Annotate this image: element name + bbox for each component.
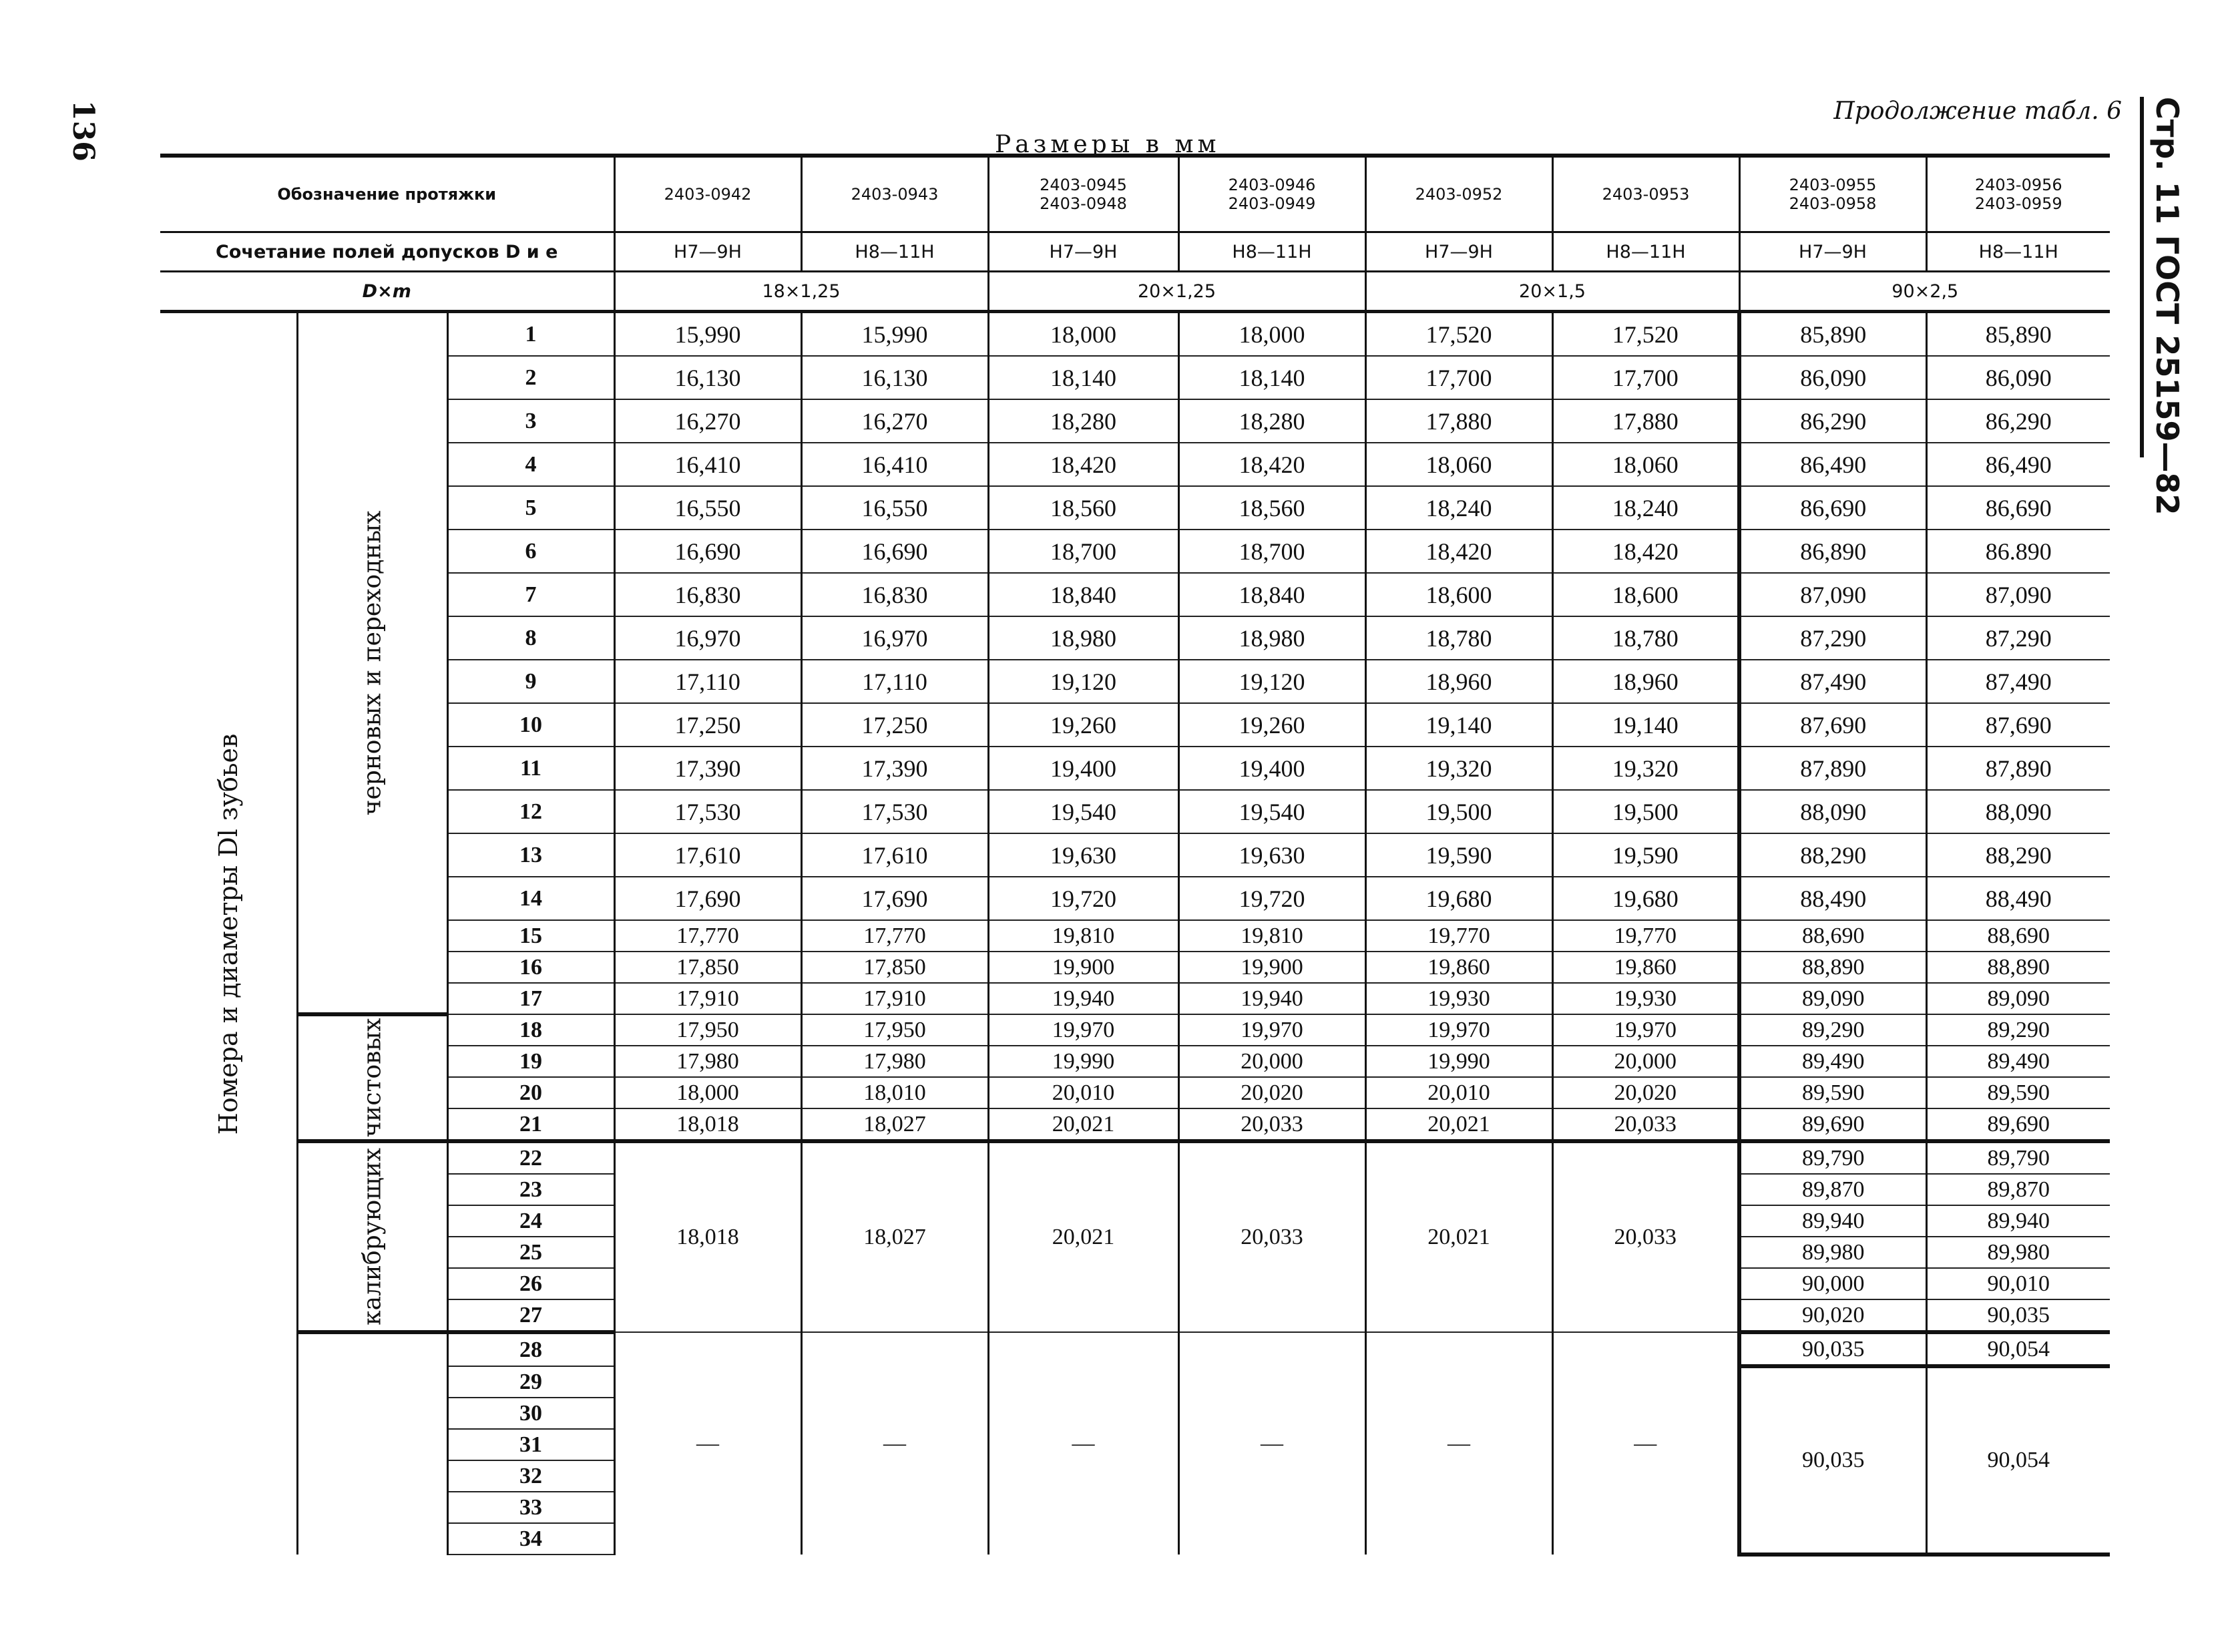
tolerance-cell: H7—9H (614, 232, 801, 272)
row-number: 18 (447, 1014, 614, 1046)
value-cell: 20,010 (1365, 1077, 1552, 1108)
gost-stamp-text: Стр. 11 ГОСТ 25159—82 (2149, 97, 2185, 515)
value-cell: 87,890 (1926, 747, 2110, 790)
tolerance-cell: H7—9H (988, 232, 1178, 272)
value-cell: 86,290 (1739, 399, 1926, 443)
value-cell: 18,700 (988, 530, 1178, 573)
value-cell: 17,700 (1552, 356, 1739, 399)
value-cell: 18,018 (614, 1108, 801, 1141)
value-cell: 19,860 (1552, 952, 1739, 983)
value-cell: 87,090 (1926, 573, 2110, 616)
value-cell: 18,780 (1365, 616, 1552, 660)
value-cell: 87,090 (1739, 573, 1926, 616)
value-cell: 19,930 (1365, 983, 1552, 1014)
value-cell: 19,120 (1178, 660, 1365, 703)
tolerance-cell: H7—9H (1739, 232, 1926, 272)
value-cell: 19,500 (1552, 790, 1739, 833)
value-cell: 16,550 (801, 486, 988, 530)
value-cell: 89,490 (1926, 1046, 2110, 1077)
value-cell: 85,890 (1739, 312, 1926, 357)
value-cell: 17,910 (801, 983, 988, 1014)
value-cell: 86,890 (1739, 530, 1926, 573)
designation-cell: 2403-0953 (1552, 156, 1739, 232)
table-row (160, 486, 2110, 530)
value-cell: 17,520 (1365, 312, 1552, 357)
page-number: 136 (66, 100, 100, 162)
table-row (160, 1108, 2110, 1141)
dxm-cell: 90×2,5 (1739, 272, 2110, 312)
value-cell: 89,290 (1926, 1014, 2110, 1046)
value-cell: 17,880 (1552, 399, 1739, 443)
value-cell: 89,590 (1926, 1077, 2110, 1108)
row-number: 26 (447, 1268, 614, 1299)
calib-merged-cell: 20,033 (1552, 1141, 1739, 1332)
row-number: 2 (447, 356, 614, 399)
value-cell: 17,610 (801, 833, 988, 877)
value-cell: 89,490 (1739, 1046, 1926, 1077)
value-cell: 16,970 (614, 616, 801, 660)
value-cell: 18,010 (801, 1077, 988, 1108)
value-cell: 18,240 (1552, 486, 1739, 530)
value-cell: 17,250 (801, 703, 988, 747)
designation-cell: 2403-0952 (1365, 156, 1552, 232)
row-number: 7 (447, 573, 614, 616)
designation-label: Обозначение протяжки (160, 156, 614, 232)
value-cell: 89,790 (1926, 1141, 2110, 1174)
value-cell: 85,890 (1926, 312, 2110, 357)
row-number: 5 (447, 486, 614, 530)
row-number: 6 (447, 530, 614, 573)
row-number: 14 (447, 877, 614, 920)
value-cell: 86,690 (1739, 486, 1926, 530)
value-cell: 20,033 (1178, 1108, 1365, 1141)
row-number: 19 (447, 1046, 614, 1077)
value-cell: 18,000 (614, 1077, 801, 1108)
gost-stamp (2140, 97, 2185, 515)
group-calib-cell (297, 1141, 447, 1332)
value-cell: 18,420 (988, 443, 1178, 486)
value-cell: 18,960 (1365, 660, 1552, 703)
row-number: 3 (447, 399, 614, 443)
group-rough-label: черновых и переходных (359, 510, 386, 815)
row-number: 23 (447, 1174, 614, 1205)
value-cell: 18,140 (988, 356, 1178, 399)
row-number: 9 (447, 660, 614, 703)
value-cell: 89,590 (1739, 1077, 1926, 1108)
table-row (160, 443, 2110, 486)
table-row (160, 790, 2110, 833)
row-number: 4 (447, 443, 614, 486)
value-cell: 16,270 (614, 399, 801, 443)
value-cell: 16,690 (614, 530, 801, 573)
value-cell: 18,980 (988, 616, 1178, 660)
tolerance-label: Сочетание полей допусков D и e (160, 232, 614, 272)
value-cell: 90,035 (1926, 1299, 2110, 1332)
value-cell: 20,010 (988, 1077, 1178, 1108)
value-cell: 18,280 (988, 399, 1178, 443)
value-cell: 90,020 (1739, 1299, 1926, 1332)
designation-cell: 2403-0955 2403-0958 (1739, 156, 1926, 232)
designation-cell: 2403-0942 (614, 156, 801, 232)
value-cell: 17,880 (1365, 399, 1552, 443)
row-number: 20 (447, 1077, 614, 1108)
row-number: 11 (447, 747, 614, 790)
value-cell: 18,027 (801, 1108, 988, 1141)
value-cell: 16,270 (801, 399, 988, 443)
value-cell: 18,840 (988, 573, 1178, 616)
value-cell: 19,320 (1552, 747, 1739, 790)
row-number: 34 (447, 1523, 614, 1555)
value-cell: 18,700 (1178, 530, 1365, 573)
value-cell: 18,420 (1552, 530, 1739, 573)
value-cell: 16,970 (801, 616, 988, 660)
value-cell: 19,990 (1365, 1046, 1552, 1077)
row-number: 31 (447, 1429, 614, 1460)
value-cell: 17,980 (614, 1046, 801, 1077)
value-cell: 87,290 (1739, 616, 1926, 660)
row-number: 17 (447, 983, 614, 1014)
table-row (160, 1046, 2110, 1077)
table-row (160, 312, 2110, 357)
table-row (160, 530, 2110, 573)
row-number: 13 (447, 833, 614, 877)
value-cell: 88,890 (1926, 952, 2110, 983)
table-row (160, 573, 2110, 616)
row-number: 24 (447, 1205, 614, 1237)
value-cell: 19,860 (1365, 952, 1552, 983)
value-cell: 18,600 (1365, 573, 1552, 616)
value-cell: 16,410 (801, 443, 988, 486)
value-cell: 19,720 (988, 877, 1178, 920)
table-row (160, 952, 2110, 983)
tolerance-cell: H7—9H (1365, 232, 1552, 272)
tail-merged-cell: — (614, 1332, 801, 1555)
value-cell: 86.890 (1926, 530, 2110, 573)
tail-merged-cell: — (1365, 1332, 1552, 1555)
calib-merged-cell: 20,033 (1178, 1141, 1365, 1332)
outer-label: Номера и диаметры Dl зубьев (213, 733, 243, 1134)
value-cell: 19,140 (1365, 703, 1552, 747)
value-cell: 86,290 (1926, 399, 2110, 443)
row-number: 30 (447, 1398, 614, 1429)
group-finish-label: чистовых (359, 1018, 386, 1138)
row-number: 33 (447, 1492, 614, 1523)
value-cell: 87,890 (1739, 747, 1926, 790)
value-cell: 17,950 (614, 1014, 801, 1046)
value-cell: 17,530 (801, 790, 988, 833)
value-cell: 17,770 (614, 920, 801, 952)
tolerance-cell: H8—11H (1552, 232, 1739, 272)
tail-merged-cell: — (1552, 1332, 1739, 1555)
value-cell: 18,560 (988, 486, 1178, 530)
table-row (160, 399, 2110, 443)
value-cell: 19,770 (1552, 920, 1739, 952)
value-cell: 17,390 (614, 747, 801, 790)
value-cell: 19,900 (988, 952, 1178, 983)
dxm-row (160, 272, 2110, 312)
tail-merged-cell: 90,035 (1739, 1366, 1926, 1555)
value-cell: 19,680 (1552, 877, 1739, 920)
value-cell: 89,870 (1739, 1174, 1926, 1205)
value-cell: 17,520 (1552, 312, 1739, 357)
value-cell: 18,960 (1552, 660, 1739, 703)
value-cell: 88,090 (1739, 790, 1926, 833)
value-cell: 20,020 (1552, 1077, 1739, 1108)
table-row (160, 660, 2110, 703)
value-cell: 86,490 (1926, 443, 2110, 486)
table-row (160, 983, 2110, 1014)
value-cell: 15,990 (614, 312, 801, 357)
value-cell: 19,590 (1552, 833, 1739, 877)
value-cell: 17,770 (801, 920, 988, 952)
value-cell: 89,980 (1926, 1237, 2110, 1268)
value-cell: 17,250 (614, 703, 801, 747)
row-number: 12 (447, 790, 614, 833)
value-cell: 88,890 (1739, 952, 1926, 983)
continuation-title: Продолжение табл. 6 (1833, 97, 2122, 125)
value-cell: 17,850 (801, 952, 988, 983)
value-cell: 19,940 (1178, 983, 1365, 1014)
designation-cell: 2403-0945 2403-0948 (988, 156, 1178, 232)
value-cell: 20,020 (1178, 1077, 1365, 1108)
row-number: 10 (447, 703, 614, 747)
value-cell: 88,490 (1739, 877, 1926, 920)
value-cell: 19,970 (1552, 1014, 1739, 1046)
row-number: 21 (447, 1108, 614, 1141)
value-cell: 17,690 (801, 877, 988, 920)
table-row (160, 703, 2110, 747)
value-cell: 18,140 (1178, 356, 1365, 399)
value-cell: 19,680 (1365, 877, 1552, 920)
tail-merged-cell: — (988, 1332, 1178, 1555)
value-cell: 19,720 (1178, 877, 1365, 920)
table-row (160, 833, 2110, 877)
value-cell: 19,990 (988, 1046, 1178, 1077)
dxm-label: D×m (160, 272, 614, 312)
value-cell: 19,400 (1178, 747, 1365, 790)
value-cell: 18,560 (1178, 486, 1365, 530)
value-cell: 87,490 (1739, 660, 1926, 703)
value-cell: 87,690 (1739, 703, 1926, 747)
value-cell: 16,830 (614, 573, 801, 616)
value-cell: 90,054 (1926, 1332, 2110, 1366)
value-cell: 19,810 (988, 920, 1178, 952)
value-cell: 16,690 (801, 530, 988, 573)
value-cell: 20,021 (1365, 1108, 1552, 1141)
value-cell: 87,690 (1926, 703, 2110, 747)
value-cell: 89,090 (1926, 983, 2110, 1014)
value-cell: 19,260 (1178, 703, 1365, 747)
calib-merged-cell: 18,027 (801, 1141, 988, 1332)
value-cell: 89,940 (1926, 1205, 2110, 1237)
value-cell: 17,110 (614, 660, 801, 703)
row-number: 16 (447, 952, 614, 983)
value-cell: 17,980 (801, 1046, 988, 1077)
tolerance-cell: H8—11H (1178, 232, 1365, 272)
value-cell: 19,500 (1365, 790, 1552, 833)
value-cell: 90,035 (1739, 1332, 1926, 1366)
value-cell: 87,490 (1926, 660, 2110, 703)
table-row (160, 356, 2110, 399)
value-cell: 19,260 (988, 703, 1178, 747)
value-cell: 20,021 (988, 1108, 1178, 1141)
group-finish-cell (297, 1014, 447, 1141)
value-cell: 88,290 (1926, 833, 2110, 877)
table-row (160, 747, 2110, 790)
value-cell: 19,320 (1365, 747, 1552, 790)
value-cell: 19,540 (1178, 790, 1365, 833)
row-number: 27 (447, 1299, 614, 1332)
calib-merged-cell: 20,021 (988, 1141, 1178, 1332)
table-row (160, 616, 2110, 660)
value-cell: 19,540 (988, 790, 1178, 833)
value-cell: 18,280 (1178, 399, 1365, 443)
row-number: 25 (447, 1237, 614, 1268)
value-cell: 17,950 (801, 1014, 988, 1046)
value-cell: 19,630 (988, 833, 1178, 877)
value-cell: 88,090 (1926, 790, 2110, 833)
value-cell: 19,770 (1365, 920, 1552, 952)
calib-merged-cell: 20,021 (1365, 1141, 1552, 1332)
value-cell: 88,290 (1739, 833, 1926, 877)
designation-cell: 2403-0946 2403-0949 (1178, 156, 1365, 232)
value-cell: 18,420 (1178, 443, 1365, 486)
value-cell: 89,790 (1739, 1141, 1926, 1174)
row-number: 32 (447, 1460, 614, 1492)
value-cell: 19,810 (1178, 920, 1365, 952)
value-cell: 19,120 (988, 660, 1178, 703)
value-cell: 89,870 (1926, 1174, 2110, 1205)
tail-merged-cell: — (801, 1332, 988, 1555)
tolerance-cell: H8—11H (1926, 232, 2110, 272)
value-cell: 86,090 (1739, 356, 1926, 399)
table-row (160, 877, 2110, 920)
value-cell: 87,290 (1926, 616, 2110, 660)
designation-row (160, 156, 2110, 232)
value-cell: 86,690 (1926, 486, 2110, 530)
dxm-cell: 20×1,25 (988, 272, 1365, 312)
value-cell: 16,550 (614, 486, 801, 530)
group-empty-cell (297, 1332, 447, 1555)
row-number: 29 (447, 1366, 614, 1398)
value-cell: 18,060 (1365, 443, 1552, 486)
value-cell: 88,690 (1739, 920, 1926, 952)
value-cell: 89,940 (1739, 1205, 1926, 1237)
value-cell: 17,690 (614, 877, 801, 920)
value-cell: 15,990 (801, 312, 988, 357)
value-cell: 19,970 (1365, 1014, 1552, 1046)
value-cell: 19,140 (1552, 703, 1739, 747)
calib-merged-cell: 18,018 (614, 1141, 801, 1332)
value-cell: 18,000 (988, 312, 1178, 357)
table-row (160, 1077, 2110, 1108)
row-number: 28 (447, 1332, 614, 1366)
value-cell: 17,700 (1365, 356, 1552, 399)
value-cell: 18,000 (1178, 312, 1365, 357)
tolerance-row (160, 232, 2110, 272)
row-number: 22 (447, 1141, 614, 1174)
table-row (160, 1141, 2110, 1174)
table-row (160, 920, 2110, 952)
value-cell: 17,910 (614, 983, 801, 1014)
value-cell: 18,780 (1552, 616, 1739, 660)
value-cell: 17,610 (614, 833, 801, 877)
table-row (160, 1014, 2110, 1046)
tolerance-cell: H8—11H (801, 232, 988, 272)
value-cell: 89,690 (1739, 1108, 1926, 1141)
value-cell: 19,930 (1552, 983, 1739, 1014)
outer-label-cell (160, 312, 297, 1555)
table-row (160, 1332, 2110, 1366)
value-cell: 89,290 (1739, 1014, 1926, 1046)
group-calib-label: калибрующих (359, 1148, 386, 1325)
row-number: 8 (447, 616, 614, 660)
value-cell: 19,590 (1365, 833, 1552, 877)
value-cell: 16,130 (614, 356, 801, 399)
designation-cell: 2403-0943 (801, 156, 988, 232)
value-cell: 18,420 (1365, 530, 1552, 573)
row-number: 15 (447, 920, 614, 952)
value-cell: 89,090 (1739, 983, 1926, 1014)
value-cell: 86,090 (1926, 356, 2110, 399)
dxm-cell: 20×1,5 (1365, 272, 1739, 312)
value-cell: 89,980 (1739, 1237, 1926, 1268)
value-cell: 18,060 (1552, 443, 1739, 486)
value-cell: 17,390 (801, 747, 988, 790)
value-cell: 88,690 (1926, 920, 2110, 952)
value-cell: 18,840 (1178, 573, 1365, 616)
value-cell: 19,940 (988, 983, 1178, 1014)
value-cell: 18,240 (1365, 486, 1552, 530)
value-cell: 19,900 (1178, 952, 1365, 983)
group-rough-cell (297, 312, 447, 1015)
value-cell: 18,600 (1552, 573, 1739, 616)
value-cell: 16,830 (801, 573, 988, 616)
tail-merged-cell: — (1178, 1332, 1365, 1555)
tail-merged-cell: 90,054 (1926, 1366, 2110, 1555)
designation-cell: 2403-0956 2403-0959 (1926, 156, 2110, 232)
value-cell: 17,530 (614, 790, 801, 833)
dimensions-table (160, 154, 2110, 1557)
value-cell: 17,850 (614, 952, 801, 983)
value-cell: 20,033 (1552, 1108, 1739, 1141)
value-cell: 18,980 (1178, 616, 1365, 660)
value-cell: 88,490 (1926, 877, 2110, 920)
value-cell: 17,110 (801, 660, 988, 703)
value-cell: 19,970 (988, 1014, 1178, 1046)
value-cell: 20,000 (1552, 1046, 1739, 1077)
value-cell: 19,970 (1178, 1014, 1365, 1046)
value-cell: 19,630 (1178, 833, 1365, 877)
value-cell: 20,000 (1178, 1046, 1365, 1077)
value-cell: 19,400 (988, 747, 1178, 790)
row-number: 1 (447, 312, 614, 357)
value-cell: 90,000 (1739, 1268, 1926, 1299)
value-cell: 86,490 (1739, 443, 1926, 486)
value-cell: 16,410 (614, 443, 801, 486)
value-cell: 16,130 (801, 356, 988, 399)
value-cell: 90,010 (1926, 1268, 2110, 1299)
units-caption: Размеры в мм (995, 131, 1220, 158)
value-cell: 89,690 (1926, 1108, 2110, 1141)
dxm-cell: 18×1,25 (614, 272, 988, 312)
